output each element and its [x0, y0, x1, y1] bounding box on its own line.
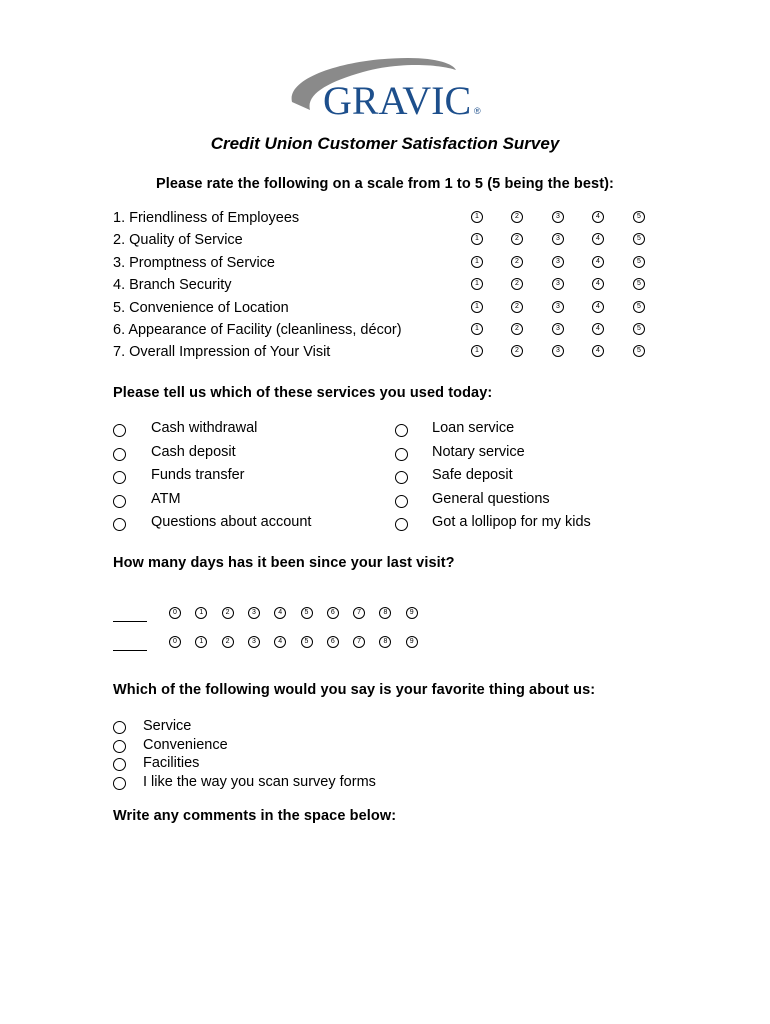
- days-digit-bubble-5[interactable]: 5: [301, 607, 313, 619]
- rating-bubble-3[interactable]: 3: [552, 301, 564, 313]
- days-digit-bubble-5[interactable]: 5: [301, 636, 313, 648]
- rating-bubble-1[interactable]: 1: [471, 323, 483, 335]
- favorite-option-circle[interactable]: [113, 777, 126, 790]
- rating-instruction: Please rate the following on a scale from 1 to 5 (5 being the best):: [155, 176, 614, 192]
- logo-wordmark: GRAVIC: [323, 78, 472, 122]
- rating-bubble-1[interactable]: 1: [471, 278, 483, 290]
- days-digit-bubble-4[interactable]: 4: [274, 636, 286, 648]
- rating-bubble-1[interactable]: 1: [471, 256, 483, 268]
- favorite-option-label: Convenience: [143, 736, 228, 753]
- rating-bubble-2[interactable]: 2: [511, 211, 523, 223]
- days-digit-bubble-2[interactable]: 2: [222, 636, 234, 648]
- rating-bubble-3[interactable]: 3: [552, 278, 564, 290]
- days-digit-bubble-2[interactable]: 2: [222, 607, 234, 619]
- days-digit-bubble-3[interactable]: 3: [248, 636, 260, 648]
- rating-bubble-4[interactable]: 4: [592, 278, 604, 290]
- rating-bubble-1[interactable]: 1: [471, 211, 483, 223]
- service-option-label: Got a lollipop for my kids: [432, 514, 591, 531]
- gravic-logo: [288, 52, 488, 122]
- rating-bubble-5[interactable]: 5: [633, 211, 645, 223]
- rating-bubble-3[interactable]: 3: [552, 323, 564, 335]
- service-option-label: Cash deposit: [151, 443, 236, 460]
- favorite-option-label: I like the way you scan survey forms: [143, 773, 376, 790]
- favorite-question: Which of the following would you say is your favorite thing about us:: [113, 682, 596, 698]
- rating-bubble-5[interactable]: 5: [633, 278, 645, 290]
- comments-prompt: Write any comments in the space below:: [113, 808, 397, 824]
- service-option-circle[interactable]: [395, 448, 408, 461]
- rating-bubble-2[interactable]: 2: [511, 345, 523, 357]
- rating-bubble-3[interactable]: 3: [552, 345, 564, 357]
- logo-registered-mark: ®: [474, 106, 481, 116]
- favorite-option-circle[interactable]: [113, 721, 126, 734]
- survey-title: Credit Union Customer Satisfaction Survey: [210, 134, 560, 153]
- rating-bubble-3[interactable]: 3: [552, 211, 564, 223]
- service-option-label: Cash withdrawal: [151, 420, 258, 436]
- favorite-option-circle[interactable]: [113, 758, 126, 771]
- days-write-in-line[interactable]: [113, 621, 147, 622]
- rating-bubble-1[interactable]: 1: [471, 233, 483, 245]
- service-option-label: Safe deposit: [432, 467, 513, 484]
- service-option-circle[interactable]: [113, 495, 126, 508]
- rating-bubble-2[interactable]: 2: [511, 233, 523, 245]
- rating-bubble-4[interactable]: 4: [592, 345, 604, 357]
- rating-bubble-2[interactable]: 2: [511, 256, 523, 268]
- days-digit-bubble-8[interactable]: 8: [379, 607, 391, 619]
- days-digit-bubble-4[interactable]: 4: [274, 607, 286, 619]
- service-option-circle[interactable]: [113, 448, 126, 461]
- rating-bubble-4[interactable]: 4: [592, 256, 604, 268]
- rating-bubble-1[interactable]: 1: [471, 301, 483, 313]
- rating-item-label: 6. Appearance of Facility (cleanliness, décor): [113, 322, 402, 338]
- rating-item-label: 7. Overall Impression of Your Visit: [113, 344, 331, 361]
- service-option-circle[interactable]: [395, 471, 408, 484]
- rating-bubble-4[interactable]: 4: [592, 211, 604, 223]
- days-digit-bubble-7[interactable]: 7: [353, 636, 365, 648]
- rating-bubble-2[interactable]: 2: [511, 278, 523, 290]
- rating-bubble-4[interactable]: 4: [592, 323, 604, 335]
- service-option-label: General questions: [432, 490, 550, 507]
- service-option-circle[interactable]: [395, 424, 408, 437]
- rating-bubble-1[interactable]: 1: [471, 345, 483, 357]
- favorite-option-circle[interactable]: [113, 740, 126, 753]
- service-option-circle[interactable]: [113, 471, 126, 484]
- days-digit-bubble-7[interactable]: 7: [353, 607, 365, 619]
- service-option-label: Funds transfer: [151, 467, 245, 484]
- rating-item-label: 5. Convenience of Location: [113, 299, 289, 316]
- service-option-label: ATM: [151, 490, 181, 507]
- days-digit-bubble-1[interactable]: 1: [195, 636, 207, 648]
- rating-bubble-5[interactable]: 5: [633, 301, 645, 313]
- service-option-label: Notary service: [432, 443, 525, 460]
- service-option-circle[interactable]: [113, 518, 126, 531]
- rating-bubble-3[interactable]: 3: [552, 233, 564, 245]
- favorite-option-label: Service: [143, 718, 192, 734]
- days-digit-bubble-0[interactable]: 0: [169, 607, 181, 619]
- rating-bubble-5[interactable]: 5: [633, 233, 645, 245]
- days-digit-bubble-8[interactable]: 8: [379, 636, 391, 648]
- favorite-option-label: Facilities: [143, 755, 200, 772]
- rating-bubble-2[interactable]: 2: [511, 301, 523, 313]
- days-write-in-line[interactable]: [113, 650, 147, 651]
- days-digit-bubble-3[interactable]: 3: [248, 607, 260, 619]
- days-digit-bubble-0[interactable]: 0: [169, 636, 181, 648]
- services-question: Please tell us which of these services you used today:: [113, 385, 493, 401]
- rating-item-label: 2. Quality of Service: [113, 232, 243, 249]
- service-option-label: Loan service: [432, 420, 515, 436]
- days-digit-bubble-9[interactable]: 9: [406, 607, 418, 619]
- rating-bubble-4[interactable]: 4: [592, 233, 604, 245]
- rating-bubble-3[interactable]: 3: [552, 256, 564, 268]
- rating-bubble-5[interactable]: 5: [633, 345, 645, 357]
- rating-item-label: 4. Branch Security: [113, 277, 232, 294]
- service-option-circle[interactable]: [113, 424, 126, 437]
- service-option-circle[interactable]: [395, 495, 408, 508]
- service-option-circle[interactable]: [395, 518, 408, 531]
- rating-item-label: 1. Friendliness of Employees: [113, 210, 300, 226]
- days-digit-bubble-9[interactable]: 9: [406, 636, 418, 648]
- rating-bubble-4[interactable]: 4: [592, 301, 604, 313]
- rating-bubble-2[interactable]: 2: [511, 323, 523, 335]
- days-digit-bubble-6[interactable]: 6: [327, 636, 339, 648]
- days-question: How many days has it been since your last visit?: [113, 555, 455, 571]
- days-digit-bubble-1[interactable]: 1: [195, 607, 207, 619]
- service-option-label: Questions about account: [151, 514, 312, 531]
- rating-bubble-5[interactable]: 5: [633, 323, 645, 335]
- days-digit-bubble-6[interactable]: 6: [327, 607, 339, 619]
- rating-bubble-5[interactable]: 5: [633, 256, 645, 268]
- rating-item-label: 3. Promptness of Service: [113, 254, 275, 271]
